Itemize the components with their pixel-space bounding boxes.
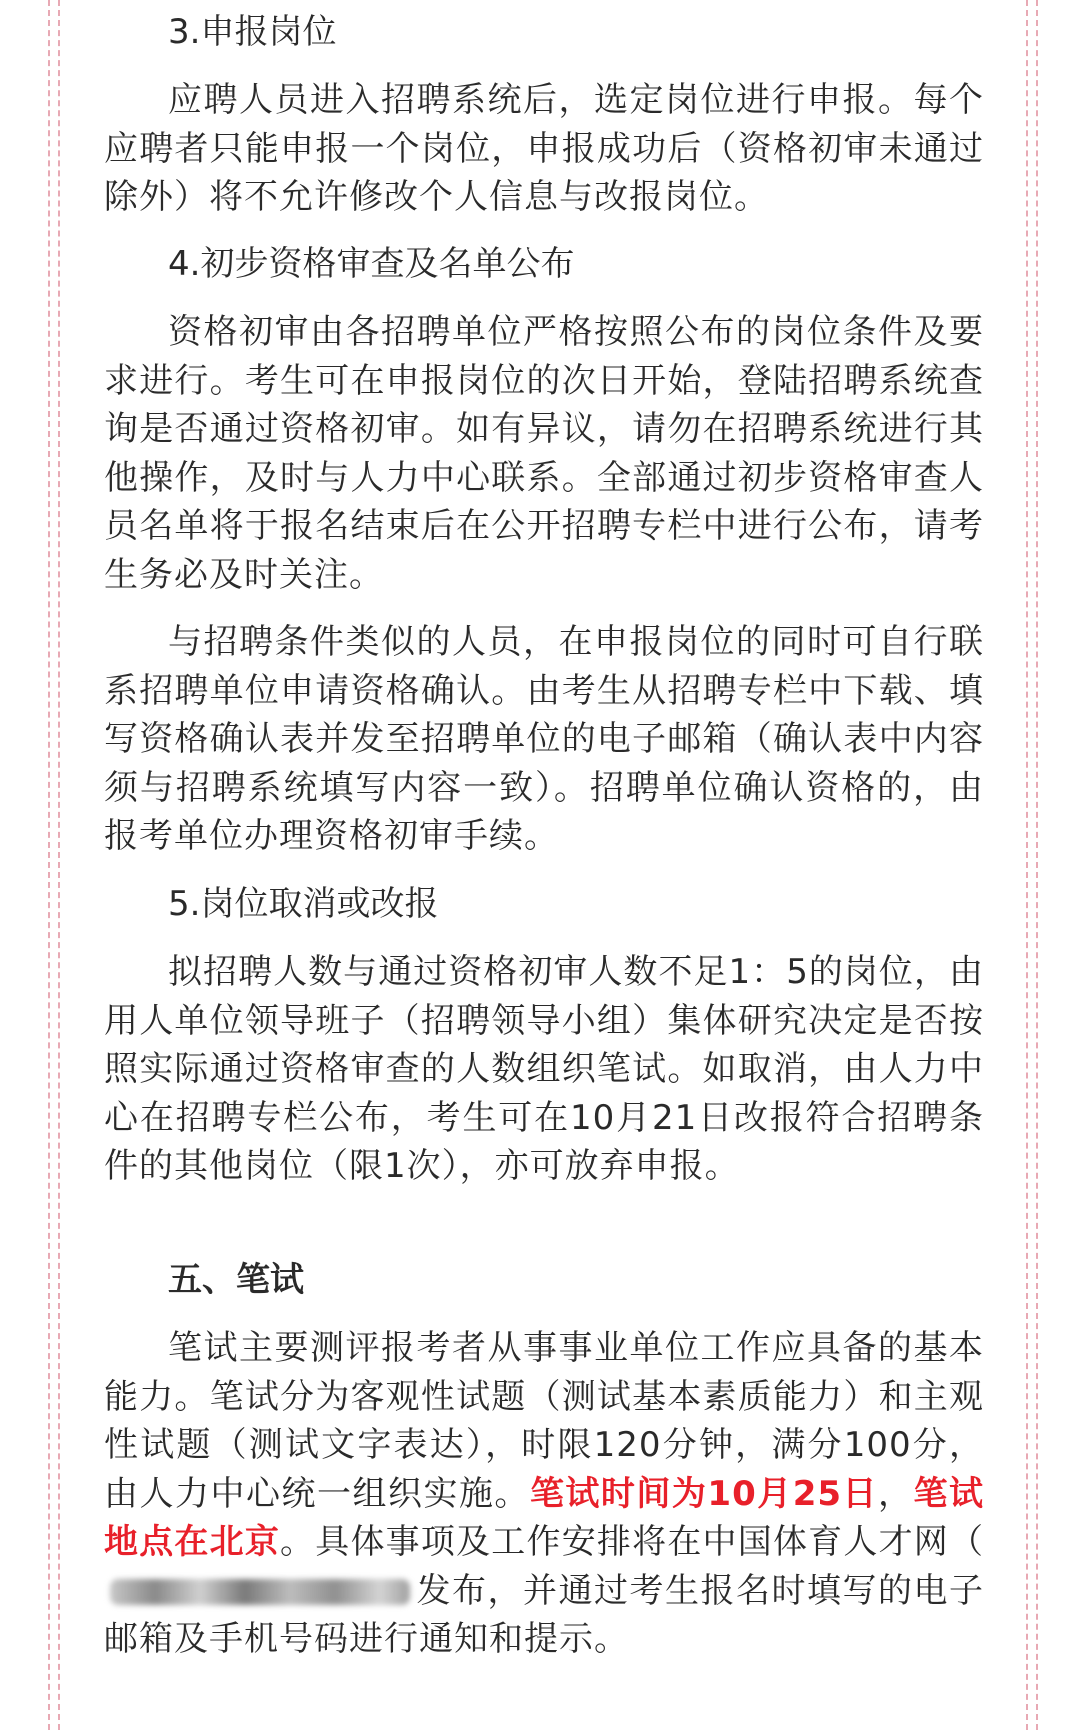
paragraph-apply-position: 应聘人员进入招聘系统后，选定岗位进行申报。每个应聘者只能申报一个岗位，申报成功后（资格初审未通过除外）将不允许修改个人信息与改报岗位。 xyxy=(104,80,984,217)
left-border-inner xyxy=(58,0,60,1730)
written-exam-text-2: 。具体事项及工作安排将在中国体育人才网（ xyxy=(280,1522,985,1562)
written-exam-time-highlight: 笔试时间为10月25日 xyxy=(529,1473,879,1514)
right-border-outer xyxy=(1036,0,1038,1730)
right-border-inner xyxy=(1026,0,1028,1730)
written-exam-location-highlight: 笔试地点在北京 xyxy=(104,1473,985,1562)
paragraph-qualification-review: 资格初审由各招聘单位严格按照公布的岗位条件及要求进行。考生可在申报岗位的次日开始，登陆招聘系统查询是否通过资格初审。如有异议，请勿在招聘系统进行其他操作，及时与人力中心联系。全部通过初步资格审查人员名单将于报名结束后在公开招聘专栏中进行公布，请考生务必及时关注。 xyxy=(104,312,984,595)
section-heading-apply-position: 3.申报岗位 xyxy=(168,12,337,52)
left-border-outer xyxy=(48,0,50,1730)
redacted-url xyxy=(110,1579,410,1605)
section-heading-qualification-review: 4.初步资格审查及名单公布 xyxy=(168,244,575,284)
section-heading-position-cancel: 5.岗位取消或改报 xyxy=(168,884,439,924)
paragraph-qualification-confirmation: 与招聘条件类似的人员，在申报岗位的同时可自行联系招聘单位申请资格确认。由考生从招聘专栏中下载、填写资格确认表并发至招聘单位的电子邮箱（确认表中内容须与招聘系统填写内容一致）。招聘单位确认资格的，由报考单位办理资格初审手续。 xyxy=(104,622,984,856)
written-exam-text-1: 笔试主要测评报考者从事事业单位工作应具备的基本能力。笔试分为客观性试题（测试基本素质能力）和主观性试题（测试文字表达），时限120分钟，满分100分，由人力中心统一组织实施。 xyxy=(104,1328,984,1514)
section-heading-written-exam: 五、笔试 xyxy=(168,1260,304,1300)
paragraph-written-exam xyxy=(104,1324,984,1664)
written-exam-text-3: 发布，并通过考生报名时填写的电子邮箱及手机号码进行通知和提示。 xyxy=(104,1570,984,1659)
paragraph-position-cancel: 拟招聘人数与通过资格初审人数不足1：5的岗位，由用人单位领导班子（招聘领导小组）集体研究决定是否按照实际通过资格审查的人数组织笔试。如取消，由人力中心在招聘专栏公布，考生可在10月21日改报符合招聘条件的其他岗位（限1次），亦可放弃申报。 xyxy=(104,952,984,1186)
written-exam-comma: ， xyxy=(878,1473,914,1514)
